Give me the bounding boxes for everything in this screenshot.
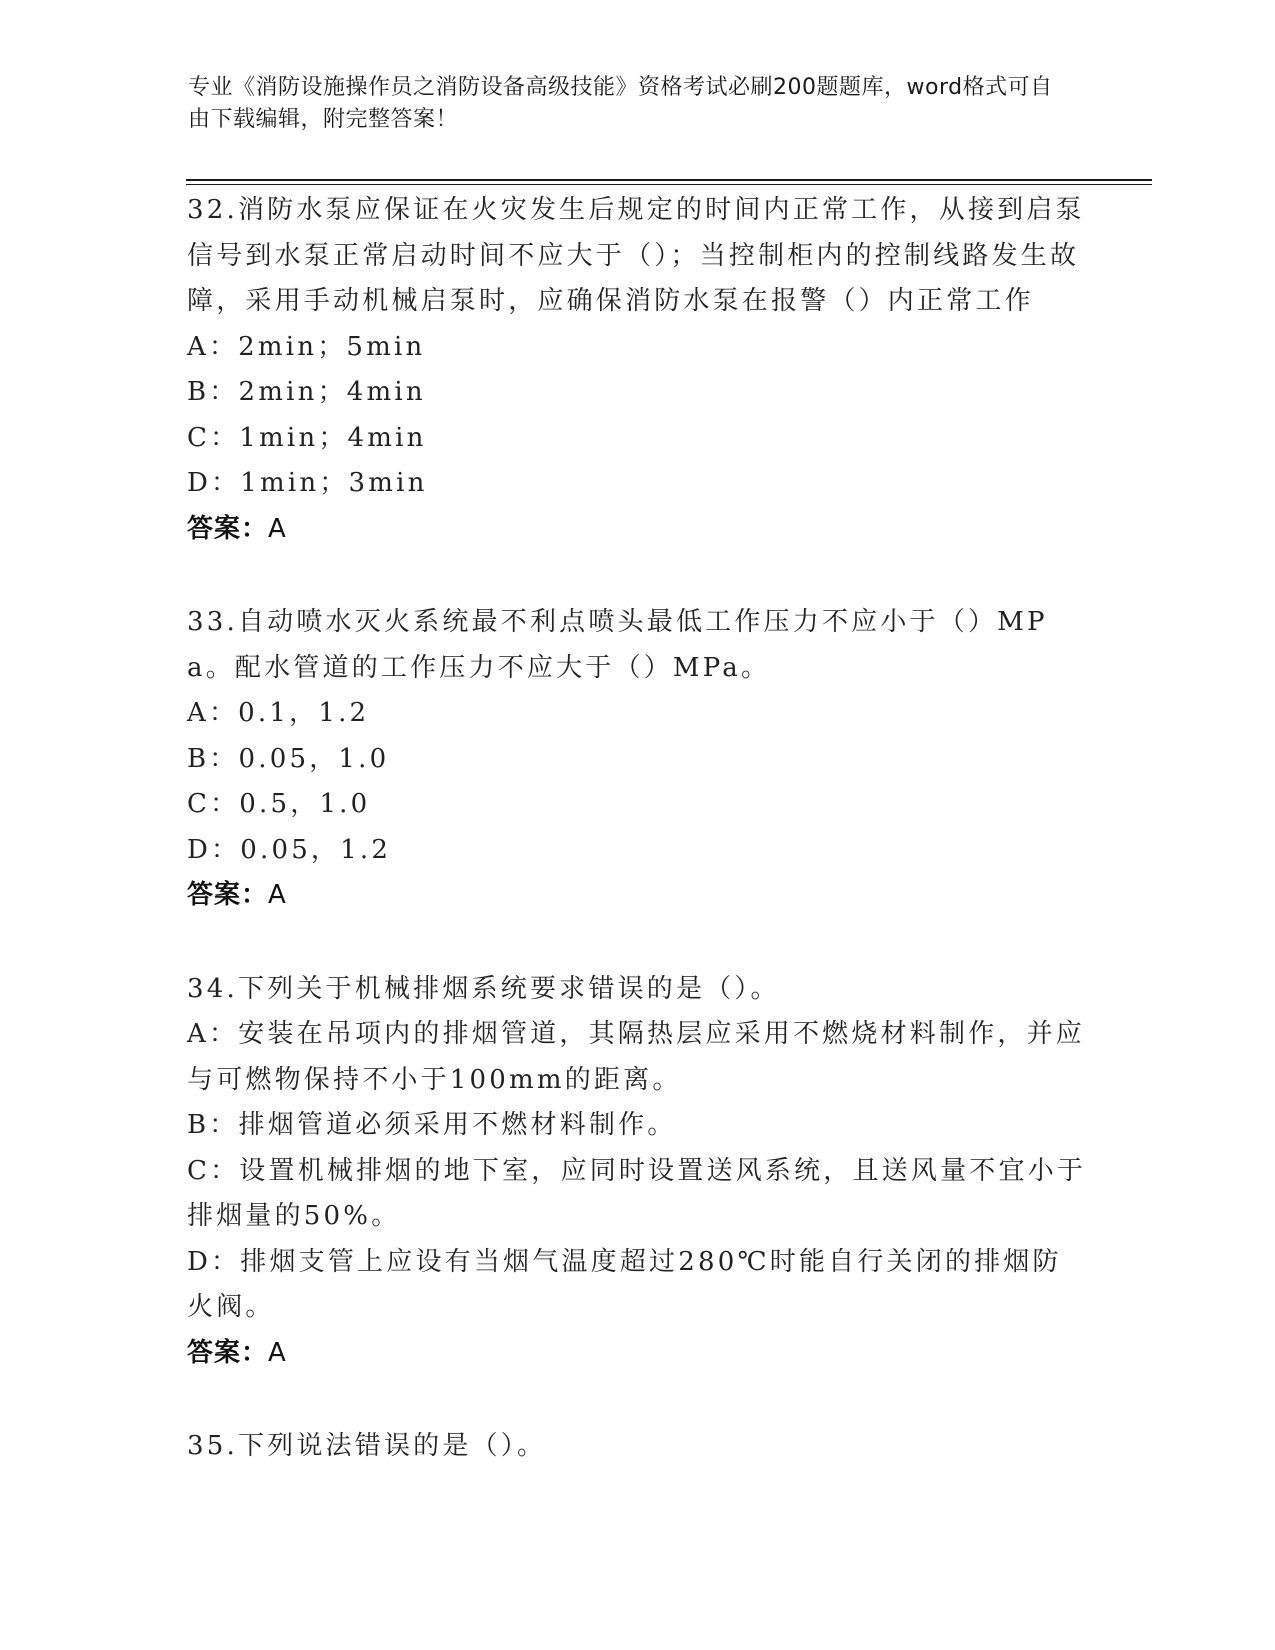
page-header: 专业《消防设施操作员之消防设备高级技能》资格考试必刷200题题库，word格式可自由下载编辑，附完整答案！ — [188, 75, 1053, 132]
option-c: C：0.5，1.0 — [187, 789, 371, 819]
question-list — [187, 188, 1087, 1518]
question-stem: 33.自动喷水灭火系统最不利点喷头最低工作压力不应小于（）MPa。配水管道的工作压力不应大于（）MPa。 — [187, 607, 1048, 683]
option-b: B：排烟管道必须采用不燃材料制作。 — [187, 1110, 677, 1140]
header-divider — [186, 179, 1152, 181]
question-stem: 34.下列关于机械排烟系统要求错误的是（）。 — [187, 973, 780, 1004]
option-b: B：0.05，1.0 — [187, 743, 390, 774]
question-34 — [187, 967, 1087, 1377]
option-a: A：2min；5min — [187, 331, 426, 362]
question-35 — [187, 1424, 1087, 1470]
option-c: C：设置机械排烟的地下室，应同时设置送风系统，且送风量不宜小于排烟量的50%。 — [187, 1155, 1087, 1231]
answer-value: A — [268, 513, 287, 544]
answer-line — [187, 873, 1087, 919]
option-d: D：排烟支管上应设有当烟气温度超过280℃时能自行关闭的排烟防火阀。 — [187, 1246, 1062, 1322]
question-stem: 32.消防水泵应保证在火灾发生后规定的时间内正常工作，从接到启泵信号到水泵正常启动时间不应大于（）；当控制柜内的控制线路发生故障，采用手动机械启泵时，应确保消防水泵在报警（）内正常工作 — [187, 195, 1085, 316]
header-divider-thin — [186, 184, 1152, 185]
question-33 — [187, 600, 1087, 919]
option-c: C：1min；4min — [187, 422, 427, 453]
answer-line — [187, 1331, 1087, 1377]
answer-label: 答案： — [187, 513, 269, 544]
question-32 — [187, 188, 1087, 552]
answer-value: A — [268, 880, 287, 910]
answer-line — [187, 507, 1087, 553]
question-stem: 35.下列说法错误的是（）。 — [187, 1431, 547, 1461]
answer-label: 答案： — [187, 1337, 269, 1368]
option-d: D：1min；3min — [187, 468, 428, 498]
option-a: A：安装在吊项内的排烟管道，其隔热层应采用不燃烧材料制作，并应与可燃物保持不小于100mm的距离。 — [187, 1019, 1085, 1095]
option-a: A：0.1，1.2 — [187, 698, 370, 728]
option-b: B：2min；4min — [187, 377, 426, 407]
answer-label: 答案： — [187, 880, 269, 910]
answer-value: A — [268, 1337, 287, 1368]
option-d: D：0.05，1.2 — [187, 834, 392, 865]
